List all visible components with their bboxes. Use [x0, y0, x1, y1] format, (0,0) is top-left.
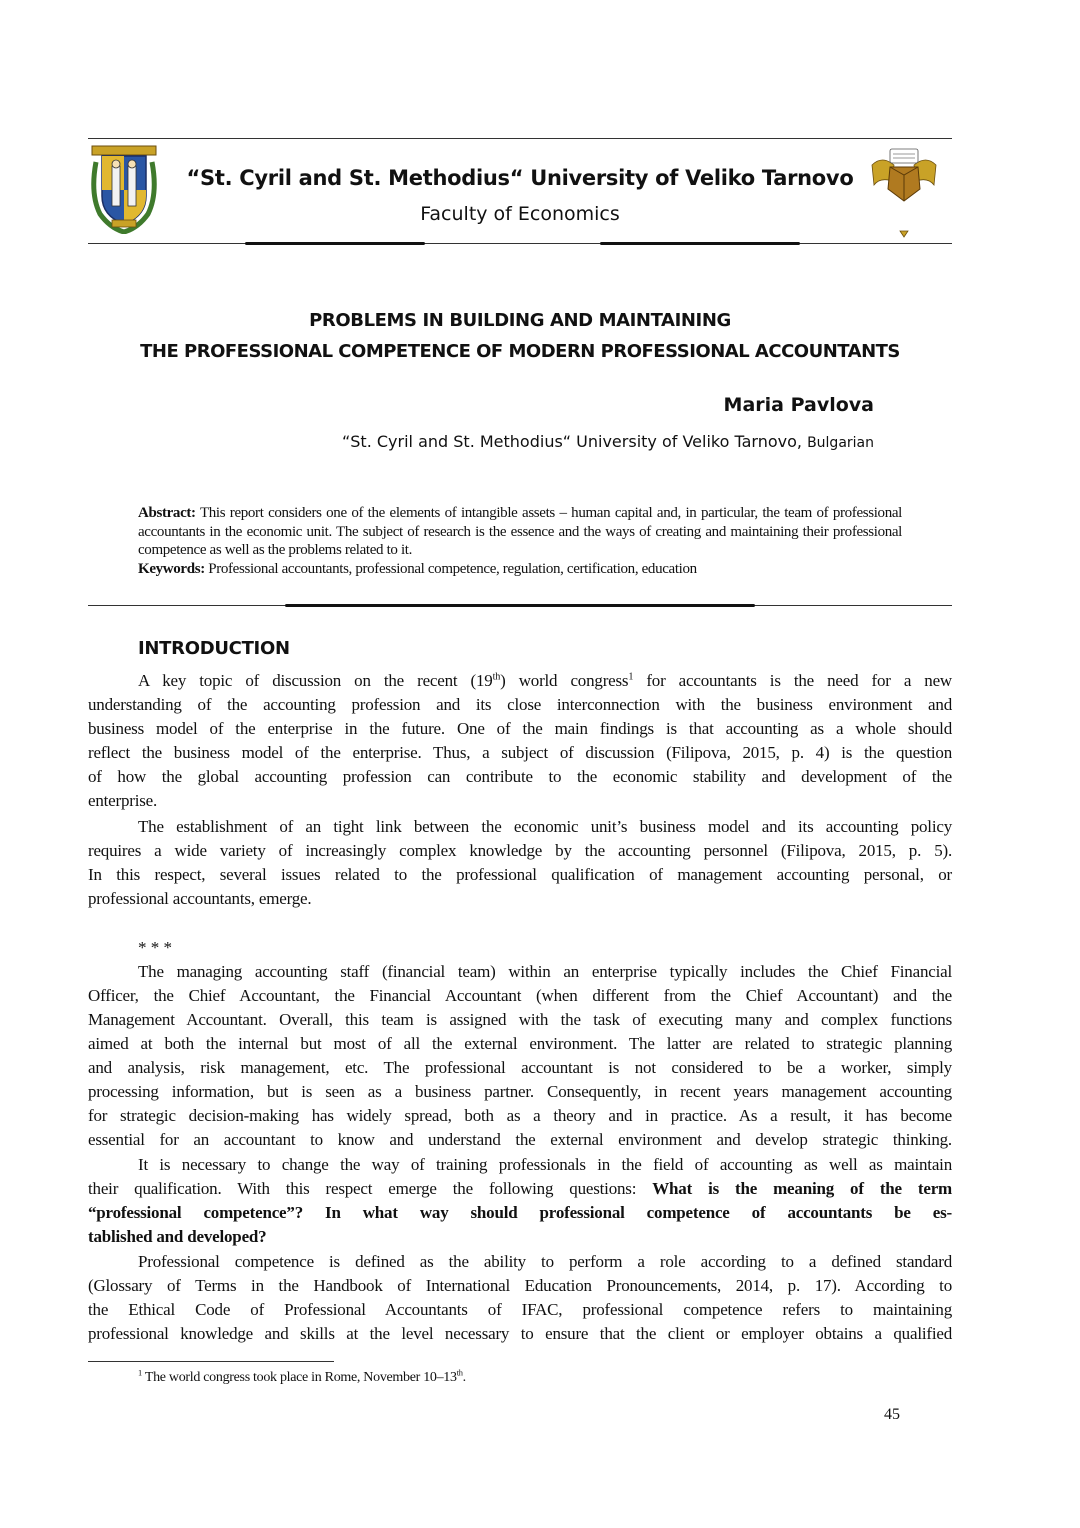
paragraph-5-line-2: (Glossary of Terms in the Handbook of International Education Pronouncements, 2014, p. 17). According to: [88, 1276, 952, 1295]
affiliation-text: “St. Cyril and St. Methodius“ University of Veliko Tarnovo,: [341, 432, 808, 451]
paragraph-1-line-5: of how the global accounting profession can contribute to the economic stability and development of the: [88, 767, 952, 786]
footnote: $^1$ The world congress took place in Rome, November 10–13th.: [138, 1368, 466, 1385]
paragraph-3-line-4: aimed at both the internal but most of all the external environment. The latter are related to strategic planning: [88, 1034, 952, 1053]
paragraph-3-line-5: and analysis, risk management, etc. The professional accountant is not considered to be a worker, simply: [88, 1058, 952, 1077]
section-separator: * * *: [138, 938, 172, 957]
header-swash-right: [600, 242, 800, 245]
paragraph-4-line-4: tablished and developed?: [88, 1227, 267, 1246]
paragraph-1-line-2: understanding of the accounting profession and its close interconnection with the business environment and: [88, 695, 952, 714]
header-bottom-rule: [88, 243, 952, 244]
paragraph-1-line-4: reflect the business model of the enterprise. Thus, a subject of discussion (Filipova, 2015, p. 4) is the question: [88, 743, 952, 762]
university-name: “St. Cyril and St. Methodius“ University of Veliko Tarnovo: [186, 166, 854, 190]
paragraph-5-line-4: professional knowledge and skills at the level necessary to ensure that the client or employer obtains a qualified: [88, 1324, 952, 1343]
paper-title-line-2: THE PROFESSIONAL COMPETENCE OF MODERN PROFESSIONAL ACCOUNTANTS: [140, 341, 900, 362]
paper-title-line-1: PROBLEMS IN BUILDING AND MAINTAINING: [309, 310, 731, 331]
paragraph-3-line-3: Management Accountant. Overall, this team is assigned with the task of executing many and complex functions: [88, 1010, 952, 1029]
header-swash-left: [245, 242, 425, 245]
paragraph-2-line-3: In this respect, several issues related to the professional qualification of management accounting personal, or: [88, 865, 952, 884]
faculty-emblem-logo: [868, 145, 940, 245]
paragraph-3-line-7: for strategic decision-making has widely spread, both as a theory and in practice. As a result, it has become: [88, 1106, 952, 1125]
university-crest-logo: [86, 144, 162, 234]
abstract-label: Abstract:: [138, 505, 196, 521]
paragraph-2-line-2: requires a wide variety of increasingly complex knowledge by the accounting personnel (Filipova, 2015, p. 5).: [88, 841, 952, 860]
header-top-rule: [88, 138, 952, 139]
section-heading-introduction: INTRODUCTION: [138, 638, 290, 659]
affiliation-country: Bulgarian: [807, 435, 874, 451]
paragraph-1-line-1: A key topic of discussion on the recent (19th) world congress$^1$ for accountants is the need for a new: [138, 671, 952, 690]
footnote-rule: [88, 1361, 334, 1362]
keywords-text: Professional accountants, professional competence, regulation, certification, education: [208, 560, 697, 577]
abstract-text: This report considers one of the elements of intangible assets – human capital and, in particular, the team of professional accountants in the economic unit. The subject of research is the essence and the ways of creating and maintaining their professional competence as well as the problems related to it.: [138, 505, 902, 558]
paragraph-5-line-1: Professional competence is defined as the ability to perform a role according to a defined standard: [138, 1252, 952, 1271]
abstract: [138, 504, 902, 578]
paragraph-2-line-4: professional accountants, emerge.: [88, 889, 312, 908]
paragraph-3-line-6: processing information, but is seen as a business partner. Consequently, in recent years management accounting: [88, 1082, 952, 1101]
paragraph-2-line-1: The establishment of an tight link between the economic unit’s business model and its accounting policy: [138, 817, 952, 836]
paragraph-3-line-1: The managing accounting staff (financial team) within an enterprise typically includes the Chief Financial: [138, 962, 952, 981]
faculty-name: Faculty of Economics: [420, 203, 620, 225]
footnote-ref[interactable]: 1: [628, 671, 634, 683]
paragraph-3-line-2: Officer, the Chief Accountant, the Financial Accountant (when different from the Chief Accountant) and the: [88, 986, 952, 1005]
author-name: Maria Pavlova: [723, 394, 874, 416]
paragraph-4-line-3: “professional competence”? In what way should professional competence of accountants be es-: [88, 1203, 952, 1222]
page-number: 45: [884, 1406, 900, 1423]
paragraph-5-line-3: the Ethical Code of Professional Accountants of IFAC, professional competence refers to maintaining: [88, 1300, 952, 1319]
paragraph-4-line-2: their qualification. With this respect emerge the following questions: What is the meaning of the term: [88, 1179, 952, 1198]
paragraph-3-line-8: essential for an accountant to know and understand the external environment and develop strategic thinking.: [88, 1130, 952, 1149]
paragraph-1-line-3: business model of the enterprise in the future. One of the main findings is that accounting as a whole should: [88, 719, 952, 738]
author-affiliation: [342, 432, 874, 451]
keywords-label: Keywords:: [138, 560, 205, 577]
abstract-swash: [285, 604, 755, 607]
paragraph-4-line-1: It is necessary to change the way of training professionals in the field of accounting as well as maintain: [138, 1155, 952, 1174]
paragraph-1-line-6: enterprise.: [88, 791, 158, 810]
